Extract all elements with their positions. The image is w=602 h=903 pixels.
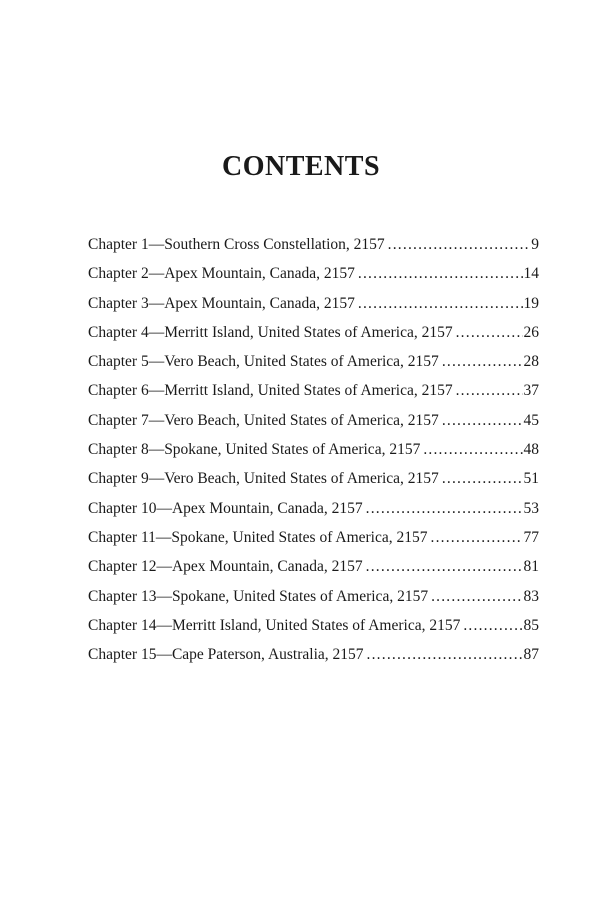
toc-entry-page: 53 (523, 499, 539, 517)
toc-entry-5 (88, 347, 539, 376)
toc-entry-page: 85 (523, 616, 539, 634)
toc-entry-page: 77 (523, 528, 539, 546)
toc-entry-13 (88, 582, 539, 611)
toc-dot-leader (456, 376, 523, 405)
toc-entry-page: 37 (523, 382, 539, 400)
toc-entry-page: 45 (523, 411, 539, 429)
toc-entry-page: 19 (523, 294, 539, 312)
toc-entry-14 (88, 611, 539, 640)
toc-entry-page: 81 (523, 558, 539, 576)
toc-dot-leader (442, 347, 523, 376)
toc-entry-7 (88, 406, 539, 435)
toc-entry-page: 28 (523, 353, 539, 371)
toc-entry-page: 26 (523, 323, 539, 341)
toc-entry-3 (88, 289, 539, 318)
toc-entry-1 (88, 230, 539, 259)
toc-entry-page: 51 (523, 470, 539, 488)
toc-entry-4 (88, 318, 539, 347)
toc-dot-leader (442, 406, 523, 435)
toc-entry-page: 9 (531, 236, 539, 253)
toc-dot-leader (358, 289, 523, 318)
toc-dot-leader (456, 318, 523, 347)
toc-dot-leader (358, 259, 523, 288)
toc-entry-12 (88, 552, 539, 581)
toc-dot-leader (366, 552, 523, 581)
toc-dot-leader (423, 435, 522, 464)
toc-dot-leader (442, 464, 523, 493)
toc-entry-2 (88, 259, 539, 288)
toc-entry-label: Chapter 9—Vero Beach, United States of America, 2157 (88, 470, 439, 488)
toc-entry-page: 14 (523, 265, 539, 283)
toc-dot-leader (366, 494, 523, 523)
toc-dot-leader (463, 611, 522, 640)
table-of-contents (88, 230, 539, 669)
toc-entry-label: Chapter 15—Cape Paterson, Australia, 2157 (88, 646, 364, 664)
toc-entry-9 (88, 464, 539, 493)
toc-entry-page: 48 (523, 441, 539, 459)
toc-entry-label: Chapter 6—Merritt Island, United States of America, 2157 (88, 382, 453, 400)
toc-entry-label: Chapter 14—Merritt Island, United States of America, 2157 (88, 616, 461, 634)
toc-entry-label: Chapter 8—Spokane, United States of America, 2157 (88, 441, 421, 459)
toc-dot-leader (367, 640, 523, 669)
toc-entry-label: Chapter 7—Vero Beach, United States of America, 2157 (88, 411, 439, 429)
toc-entry-page: 83 (523, 587, 539, 605)
toc-entry-label: Chapter 13—Spokane, United States of America, 2157 (88, 587, 429, 605)
toc-entry-6 (88, 376, 539, 405)
toc-entry-label: Chapter 3—Apex Mountain, Canada, 2157 (88, 294, 355, 312)
toc-entry-label: Chapter 4—Merritt Island, United States of America, 2157 (88, 323, 453, 341)
toc-entry-label: Chapter 1—Southern Cross Constellation, 2157 (88, 236, 385, 253)
toc-dot-leader (388, 230, 531, 259)
toc-entry-15 (88, 640, 539, 669)
toc-dot-leader (431, 523, 523, 552)
toc-entry-page: 87 (523, 646, 539, 664)
toc-entry-10 (88, 494, 539, 523)
toc-entry-label: Chapter 5—Vero Beach, United States of America, 2157 (88, 353, 439, 371)
toc-entry-8 (88, 435, 539, 464)
page-title: CONTENTS (221, 151, 381, 182)
toc-entry-label: Chapter 11—Spokane, United States of America, 2157 (88, 528, 428, 546)
toc-dot-leader (431, 582, 522, 611)
toc-entry-11 (88, 523, 539, 552)
toc-entry-label: Chapter 2—Apex Mountain, Canada, 2157 (88, 265, 355, 283)
toc-entry-label: Chapter 12—Apex Mountain, Canada, 2157 (88, 558, 363, 576)
toc-entry-label: Chapter 10—Apex Mountain, Canada, 2157 (88, 499, 363, 517)
